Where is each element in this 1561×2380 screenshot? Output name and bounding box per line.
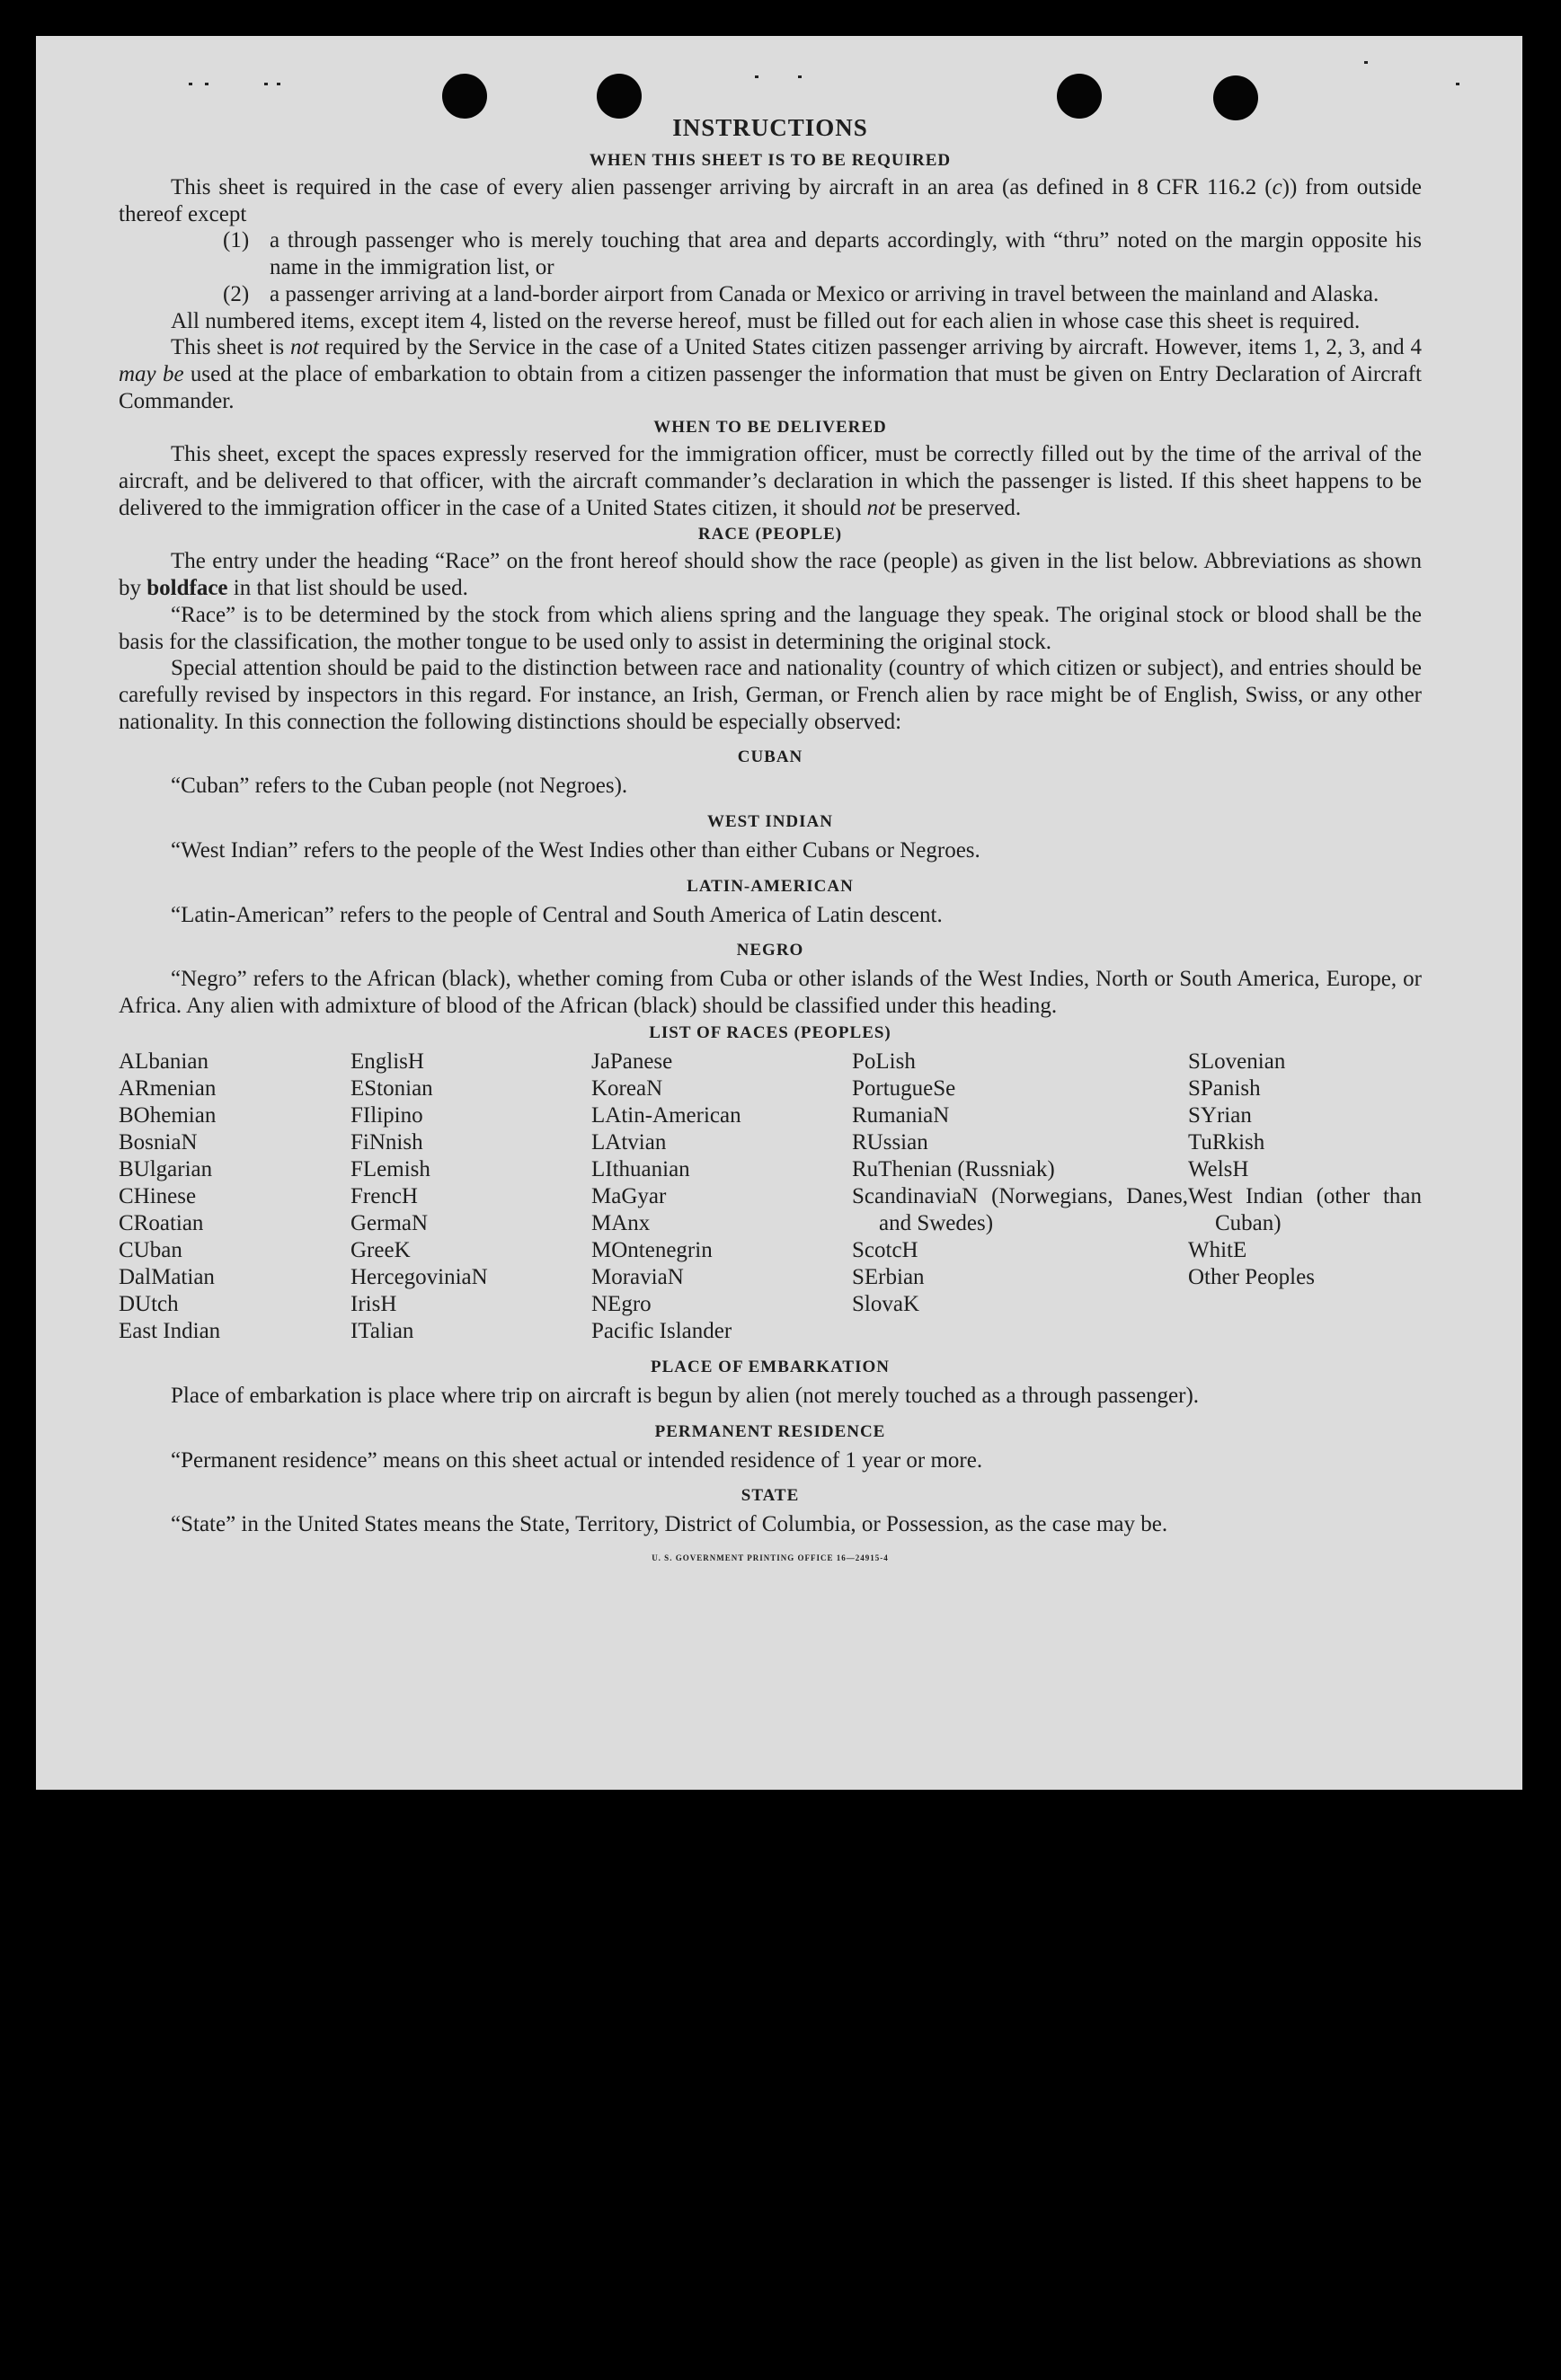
paragraph-race-nationality: Special attention should be paid to the distinction between race and nationality (country of which citizen or subject), and entries should be carefully revised by inspectors in this regard. For instance, an Irish, German, or French alien by race might be of English, Swiss, or any other nationality. In this connection the following distinctions should be especially observed: [119,656,1422,734]
paragraph-state: “State” in the United States means the State, Territory, District of Columbia, or Possession, as the case may be. [171,1512,1168,1537]
scan-speck [1456,83,1459,85]
heading-when-required: WHEN THIS SHEET IS TO BE REQUIRED [589,151,952,170]
race-entry: BOhemian [119,1102,217,1128]
instructions-content [119,108,1422,1572]
race-entry: HercegoviniaN [350,1264,488,1289]
race-entry: SErbian [852,1264,925,1289]
scan-speck [264,83,268,85]
race-entry: MoraviaN [591,1264,684,1289]
paragraph-negro: “Negro” refers to the African (black), whether coming from Cuba or other islands of the West Indies, North or South America, Europe, or Africa. Any alien with admixture of blood of the African (black) should be classified under this heading. [119,967,1422,1019]
race-entry: SlovaK [852,1291,919,1316]
race-entry: BUlgarian [119,1156,213,1181]
scan-speck [798,75,802,78]
paragraph-west-indian: “West Indian” refers to the people of the West Indies other than either Cubans or Negroes. [171,838,980,863]
race-entry: ScotcH [852,1237,918,1262]
scan-speck [189,83,192,85]
item-number: (1) [223,228,250,253]
race-entry: KoreaN [591,1075,663,1101]
race-entry: ARmenian [119,1075,217,1101]
heading-place-of-embarkation: PLACE OF EMBARKATION [651,1357,890,1376]
paragraph-residence: “Permanent residence” means on this sheet actual or intended residence of 1 year or more. [171,1447,983,1473]
race-entry: DalMatian [119,1264,215,1289]
paragraph-delivered: This sheet, except the spaces expressly reserved for the immigration officer, must be correctly filled out by the time of the arrival of the aircraft, and be delivered to that officer, with the aircraft commander’s declaration in which the passenger is listed. If this sheet happens to be delivered to the immigration officer in the case of a United States citizen, it should not be preserved. [119,442,1422,520]
race-entry: PoLish [852,1048,916,1074]
paragraph-race-stock: “Race” is to be determined by the stock from which aliens spring and the language they speak. The original stock or blood shall be the basis for the classification, the mother tongue to be used only to assist in determining the original stock. [119,602,1422,654]
race-entry: NEgro [591,1291,652,1316]
race-entry: GreeK [350,1237,411,1262]
heading-negro: NEGRO [736,941,804,960]
race-entry: Pacific Islander [591,1318,732,1343]
item-number: (2) [223,281,250,306]
race-entry: BosniaN [119,1129,198,1155]
race-entry: RuThenian (Russniak) [852,1156,1055,1181]
race-entry: FrencH [350,1183,418,1208]
race-entry: RumaniaN [852,1102,950,1128]
race-entry: LAtin-American [591,1102,741,1128]
race-entry: SLovenian [1188,1048,1286,1074]
race-entry: ScandinaviaN (Norwegians, Danes, and Swedes) [852,1183,1188,1235]
races-column [350,1048,591,1345]
scan-speck [277,83,280,85]
race-entry: WelsH [1188,1156,1249,1181]
heading-race: RACE (PEOPLE) [697,525,843,544]
race-entry: MaGyar [591,1183,667,1208]
race-entry: CUban [119,1237,182,1262]
race-entry: FIlipino [350,1102,423,1128]
race-entry: IrisH [350,1291,397,1316]
race-entry: FLemish [350,1156,430,1181]
race-entry: West Indian (other than Cuban) [1188,1183,1422,1235]
race-entry: ALbanian [119,1048,208,1074]
heading-permanent-residence: PERMANENT RESIDENCE [654,1421,886,1441]
race-entry: JaPanese [591,1048,673,1074]
race-entry: MOntenegrin [591,1237,713,1262]
heading-list-of-races: LIST OF RACES (PEOPLES) [649,1022,891,1042]
printing-office-footer: U. S. GOVERNMENT PRINTING OFFICE 16—24915-4 [652,1553,889,1562]
paragraph-race-entry: The entry under the heading “Race” on the front hereof should show the race (people) as given in the list below. Abbreviations as shown by boldface in that list should be used. [119,549,1422,601]
paragraph-citizen: This sheet is not required by the Service in the case of a United States citizen passenger arriving by aircraft. However, items 1, 2, 3, and 4 may be used at the place of embarkation to obtain from a citizen passenger the information that must be given on Entry Declaration of Aircraft Commander. [119,335,1423,413]
race-entry: FiNnish [350,1129,423,1155]
race-entry: CRoatian [119,1210,204,1235]
race-entry: LAtvian [591,1129,667,1155]
paragraph-latin-american: “Latin-American” refers to the people of Central and South America of Latin descent. [171,902,943,927]
races-column [119,1048,350,1345]
paragraph-numbered-items: All numbered items, except item 4, listed on the reverse hereof, must be filled out for each alien in whose case this sheet is required. [171,308,1361,333]
heading-when-delivered: WHEN TO BE DELIVERED [653,418,887,438]
scan-speck [1364,61,1368,64]
heading-state: STATE [741,1486,800,1506]
race-entry: TuRkish [1188,1129,1265,1155]
race-entry: LIthuanian [591,1156,690,1181]
scan-speck [205,83,208,85]
race-entry: EStonian [350,1075,433,1101]
race-entry: CHinese [119,1183,197,1208]
race-entry: WhitE [1188,1237,1247,1262]
race-entry: Other Peoples [1188,1264,1315,1289]
heading-cuban: CUBAN [737,748,803,767]
item-text: a passenger arriving at a land-border airport from Canada or Mexico or arriving in travel between the mainland and Alaska. [270,281,1379,306]
races-column [591,1048,852,1345]
race-entry: EnglisH [350,1048,424,1074]
paragraph-embarkation: Place of embarkation is place where trip on aircraft is begun by alien (not merely touched as a through passenger). [171,1383,1200,1408]
item-text: a through passenger who is merely touching that area and departs accordingly, with “thru” noted on the margin opposite his name in the immigration list, or [270,228,1422,280]
race-entry: PortugueSe [852,1075,956,1101]
races-list [119,1048,1422,1345]
race-entry: SYrian [1188,1102,1252,1128]
paragraph-cuban: “Cuban” refers to the Cuban people (not Negroes). [171,774,628,799]
race-entry: ITalian [350,1318,414,1343]
paragraph-required: This sheet is required in the case of every alien passenger arriving by aircraft in an area (as defined in 8 CFR 116.2 (c)) from outside thereof except [119,175,1422,226]
races-column [1188,1048,1422,1345]
document-title: INSTRUCTIONS [672,114,868,141]
race-entry: East Indian [119,1318,221,1343]
scan-speck [755,75,758,78]
race-entry: DUtch [119,1291,179,1316]
heading-latin-american: LATIN-AMERICAN [687,876,854,896]
race-entry: GermaN [350,1210,429,1235]
race-entry: SPanish [1188,1075,1261,1101]
exception-item-1 [223,227,1422,280]
race-entry: RUssian [852,1129,928,1155]
document-sheet [36,36,1522,1790]
exception-item-2 [223,281,1422,308]
heading-west-indian: WEST INDIAN [707,812,833,832]
race-entry: MAnx [591,1210,651,1235]
races-column [852,1048,1188,1345]
